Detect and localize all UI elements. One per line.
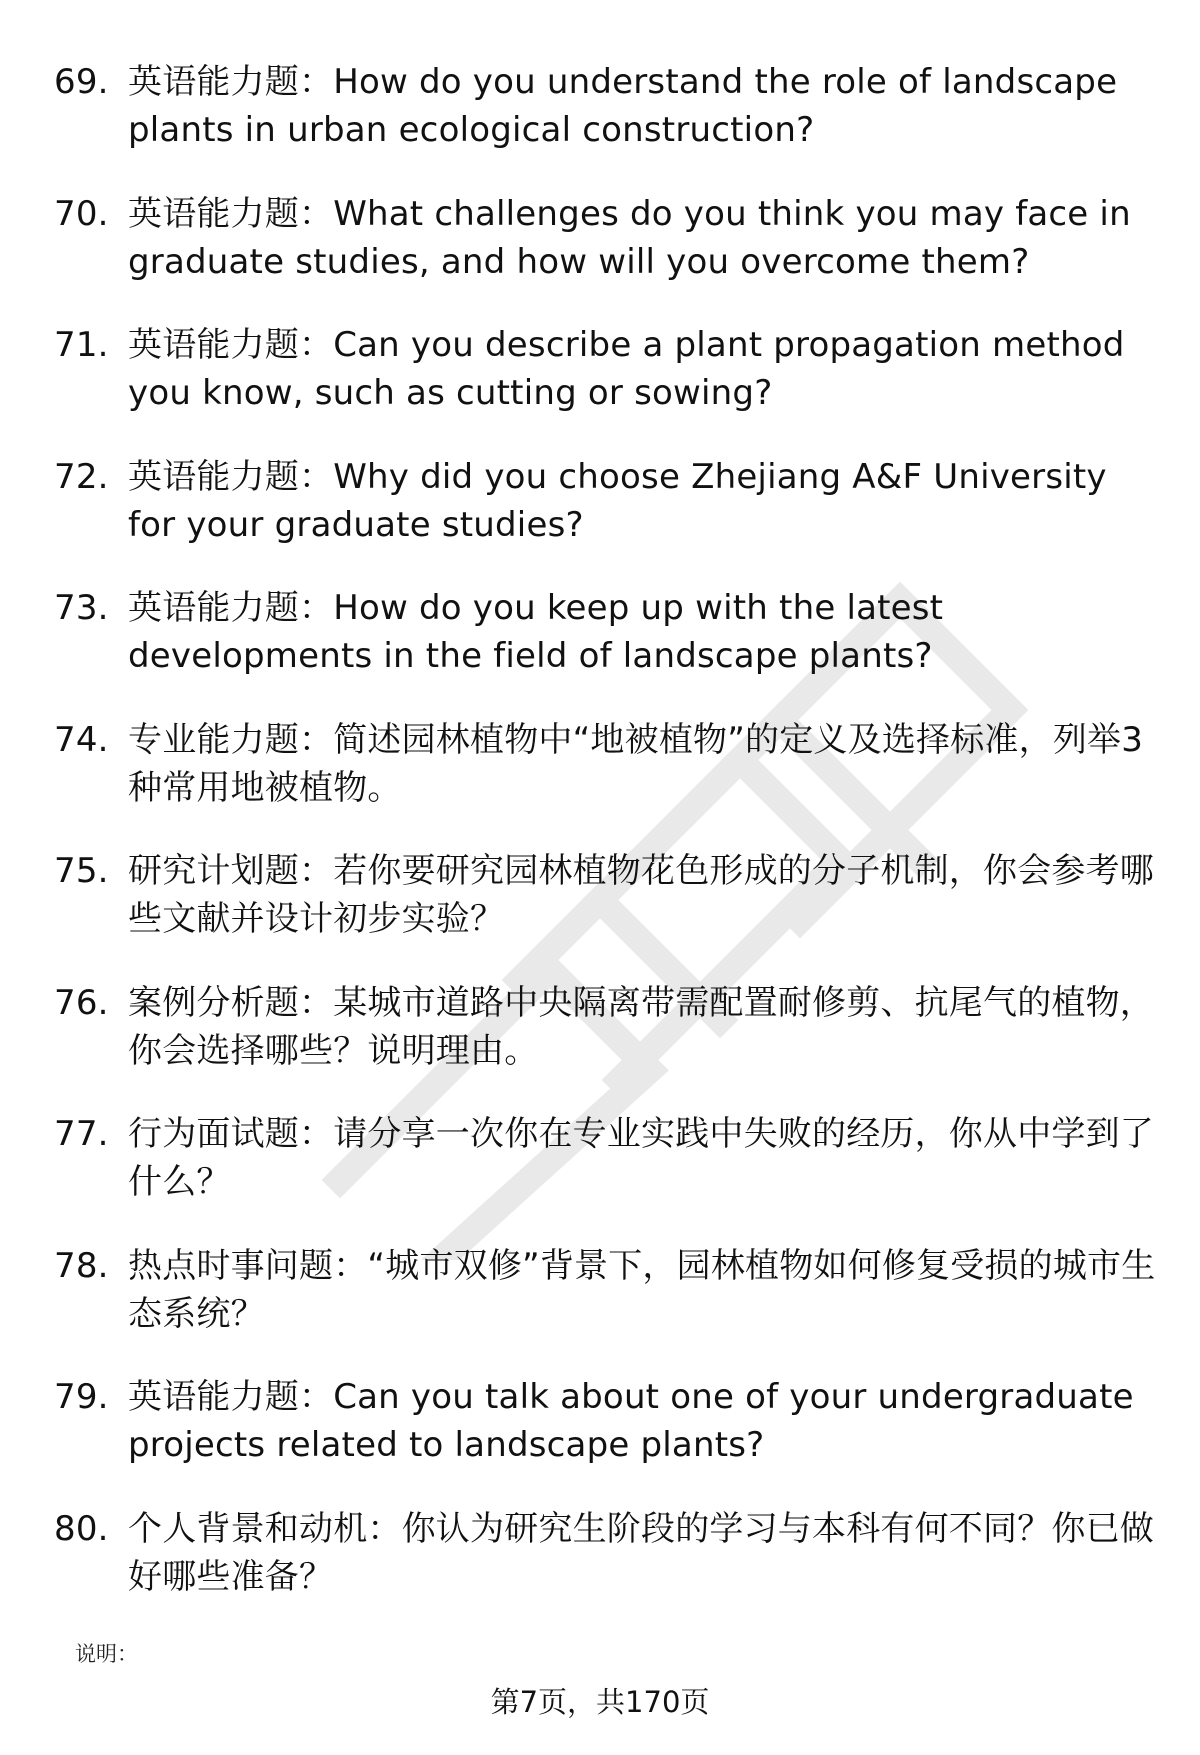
question-text: 英语能力题：Why did you choose Zhejiang A&F University for your graduate studies? [128,456,1107,545]
question-item [54,584,1159,716]
question-item [54,1242,1159,1374]
question-text: 行为面试题：请分享一次你在专业实践中失败的经历，你从中学到了什么？ [128,1114,1154,1202]
question-list [54,58,1159,1636]
question-number: 70. [54,193,109,234]
question-number: 77. [54,1114,109,1154]
question-number: 75. [54,851,109,891]
question-text: 个人背景和动机：你认为研究生阶段的学习与本科有何不同？你已做好哪些准备？ [128,1508,1154,1597]
question-text: 案例分析题：某城市道路中央隔离带需配置耐修剪、抗尾气的植物，你会选择哪些？说明理由。 [128,982,1154,1071]
question-number: 73. [54,588,109,628]
question-item [54,1373,1159,1505]
question-item [54,321,1159,453]
question-item [54,58,1159,190]
question-text: 英语能力题：What challenges do you think you may face in graduate studies, and how will you overcome them? [128,193,1131,282]
question-number: 80. [54,1508,109,1549]
question-text: 专业能力题：简述园林植物中“地被植物”的定义及选择标准，列举3种常用地被植物。 [128,719,1144,808]
question-item [54,716,1159,848]
question-item [54,453,1159,585]
question-number: 79. [54,1377,109,1417]
question-text: 热点时事问题：“城市双修”背景下，园林植物如何修复受损的城市生态系统？ [128,1245,1156,1334]
question-item [54,1110,1159,1242]
note-label: 说明： [75,1642,138,1666]
question-text: 英语能力题：Can you talk about one of your undergraduate projects related to landscape plants? [128,1377,1134,1465]
question-text: 研究计划题：若你要研究园林植物花色形成的分子机制，你会参考哪些文献并设计初步实验？ [128,851,1154,939]
page-footer: 第7页，共170页 [490,1685,710,1719]
question-number: 78. [54,1245,109,1286]
question-item [54,190,1159,322]
question-item [54,1505,1159,1637]
question-text: 英语能力题：How do you understand the role of landscape plants in urban ecological construction? [128,62,1118,150]
question-number: 76. [54,982,109,1023]
question-number: 72. [54,456,109,497]
question-number: 69. [54,62,109,102]
question-item [54,979,1159,1111]
question-number: 71. [54,325,109,365]
question-text: 英语能力题：How do you keep up with the latest developments in the field of landscape plants? [128,588,944,676]
question-text: 英语能力题：Can you describe a plant propagation method you know, such as cutting or sowing? [128,325,1125,413]
question-number: 74. [54,719,109,760]
question-item [54,847,1159,979]
